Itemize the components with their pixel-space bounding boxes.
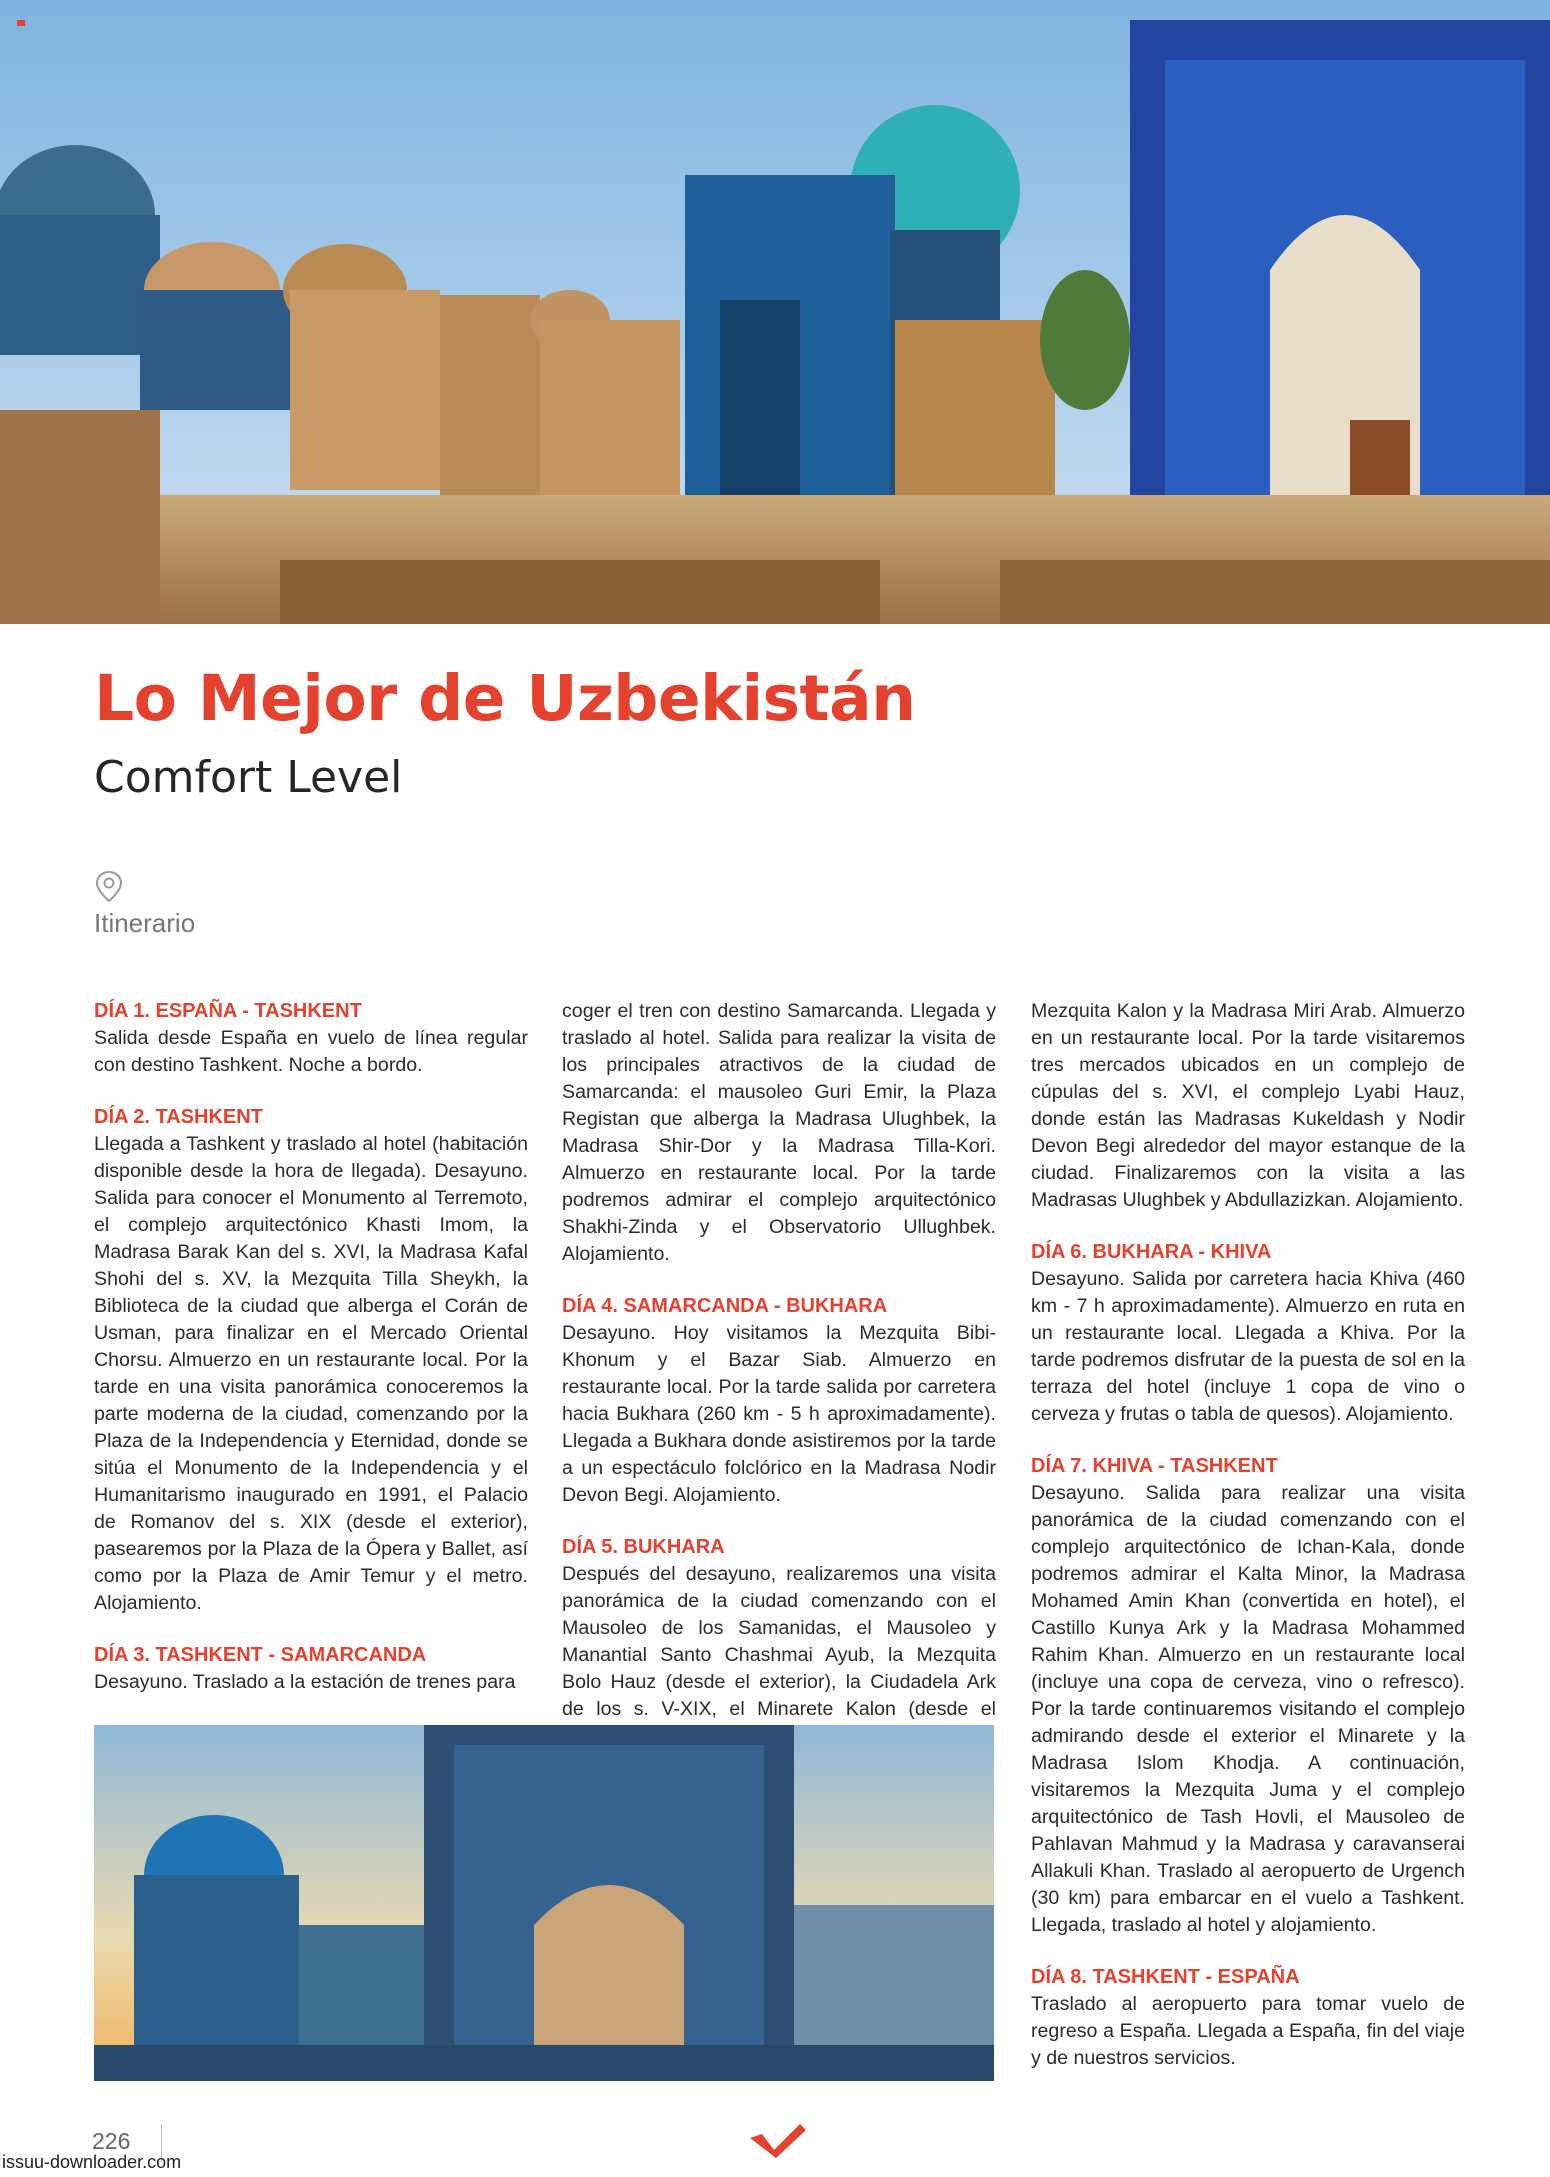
location-pin-icon: [94, 870, 124, 904]
day-text: Desayuno. Traslado a la estación de trenes para: [94, 1671, 516, 1693]
mosque-photo: [94, 1725, 994, 2081]
day-text: Después del desayuno, realizaremos una visita panorámica de la ciudad comenzando con el Mausoleo de los Samanidas, el Mausoleo y Manantial Santo Chashmai Ayub, la Mezquita Bolo Hauz (desde el exterior), la Ciudadela Ark de los s. V-XIX, el Minarete Kalon (desde el: [562, 1563, 996, 1720]
watermark: issuu-downloader.com: [2, 2152, 182, 2172]
day-heading: DÍA 4. SAMARCANDA - BUKHARA: [562, 1295, 888, 1317]
day-text: Salida desde España en vuelo de línea regular con destino Tashkent. Noche a bordo.: [94, 1027, 528, 1076]
itinerary-column-2: [562, 998, 996, 1775]
day-text: Llegada a Tashkent y traslado al hotel (habitación disponible desde la hora de llegada). Desayuno. Salida para conocer el Monumento al Terremoto, el complejo arquitectónico Khasti Imom, la Madrasa Barak Kan del s. XVI, la Madrasa Kafal Shohi del s. XV, la Mezquita Tilla Sheykh, la Biblioteca de la ciudad que alberga el Corán de Usman, para finalizar en el Mercado Oriental Chorsu. Almuerzo en un restaurante local. Por la tarde en una visita panorámica conoceremos la parte moderna de la ciudad, comenzando por la Plaza de la Independencia y Eternidad, donde se sitúa el Monumento de la Independencia y el Humanitarismo inaugurado en 1991, el Palacio de Romanov del s. XIX (desde el exterior), pasearemos por la Plaza de la Ópera y Ballet, así como por la Plaza de Amir Temur y el metro. Alojamiento.: [94, 1133, 528, 1614]
page-title: Lo Mejor de Uzbekistán: [94, 662, 916, 735]
day-text-continued: Mezquita Kalon y la Madrasa Miri Arab. Almuerzo en un restaurante local. Por la tarde visitaremos tres mercados ubicados en un complejo de cúpulas del s. XVI, el complejo Lyabi Hauz, donde están las Madrasas Kukeldash y Nodir Devon Begi alrededor del mayor estanque de la ciudad. Finalizaremos con la visita a las Madrasas Ulughbek y Abdullazizkan. Alojamiento.: [1031, 1000, 1465, 1211]
page-number: 226: [92, 2128, 131, 2154]
itinerary-label: Itinerario: [94, 908, 196, 938]
brand-check-logo-icon: [748, 2122, 808, 2160]
day-text: Desayuno. Salida para realizar una visita panorámica de la ciudad comenzando con el complejo arquitectónico de Ichan-Kala, donde podremos admirar el Kalta Minor, la Madrasa Mohamed Amin Khan (convertida en hotel), el Castillo Kunya Ark y la Madrasa Mohammed Rahim Khan. Almuerzo en un restaurante local (incluye una copa de cerveza, vino o refresco). Por la tarde continuaremos visitando el complejo admirando desde el exterior el Minarete y la Madrasa Islom Khodja. A continuación, visitaremos la Mezquita Juma y el complejo arquitectónico de Tash Hovli, el Mausoleo de Pahlavan Mahmud y la Madrasa y caravanserai Allakuli Khan. Traslado al aeropuerto de Urgench (30 km) para embarcar en el vuelo a Tashkent. Llegada, traslado al hotel y alojamiento.: [1031, 1482, 1465, 1936]
day-heading: DÍA 5. BUKHARA: [562, 1536, 725, 1558]
day-heading: DÍA 8. TASHKENT - ESPAÑA: [1031, 1966, 1300, 1988]
day-text-continued: coger el tren con destino Samarcanda. Llegada y traslado al hotel. Salida para realizar la visita de los principales atractivos de la ciudad de Samarcanda: el mausoleo Guri Emir, la Plaza Registan que alberga la Madrasa Ulughbek, la Madrasa Shir-Dor y la Madrasa Tilla-Kori. Almuerzo en restaurante local. Por la tarde podremos admirar el complejo arquitectónico Shakhi-Zinda y el Observatorio Ullughbek. Alojamiento.: [562, 1000, 996, 1265]
day-text: Desayuno. Hoy visitamos la Mezquita Bibi-Khonum y el Bazar Siab. Almuerzo en restaurante local. Por la tarde salida por carretera hacia Bukhara (260 km - 5 h aproximadamente). Llegada a Bukhara donde asistiremos por la tarde a un espectáculo folclórico en la Madrasa Nodir Devon Begi. Alojamiento.: [562, 1322, 996, 1506]
itinerary-column-1: [94, 998, 528, 1721]
corner-mark: [17, 20, 25, 26]
day-heading: DÍA 2. TASHKENT: [94, 1106, 263, 1128]
day-text: Traslado al aeropuerto para tomar vuelo de regreso a España. Llegada a España, fin del viaje y de nuestros servicios.: [1031, 1993, 1465, 2069]
day-heading: DÍA 3. TASHKENT - SAMARCANDA: [94, 1644, 427, 1666]
hero-photo: [0, 0, 1550, 624]
day-heading: DÍA 6. BUKHARA - KHIVA: [1031, 1241, 1272, 1263]
day-heading: DÍA 1. ESPAÑA - TASHKENT: [94, 1000, 362, 1022]
day-text: Desayuno. Salida por carretera hacia Khiva (460 km - 7 h aproximadamente). Almuerzo en ruta en un restaurante local. Llegada a Khiva. Por la tarde podremos disfrutar de la puesta de sol en la terraza del hotel (incluye 1 copa de vino o cerveza y frutas o tabla de quesos). Alojamiento.: [1031, 1268, 1465, 1425]
day-heading: DÍA 7. KHIVA - TASHKENT: [1031, 1455, 1278, 1477]
itinerary-column-3: [1031, 998, 1465, 2097]
page-subtitle: Comfort Level: [94, 752, 403, 803]
